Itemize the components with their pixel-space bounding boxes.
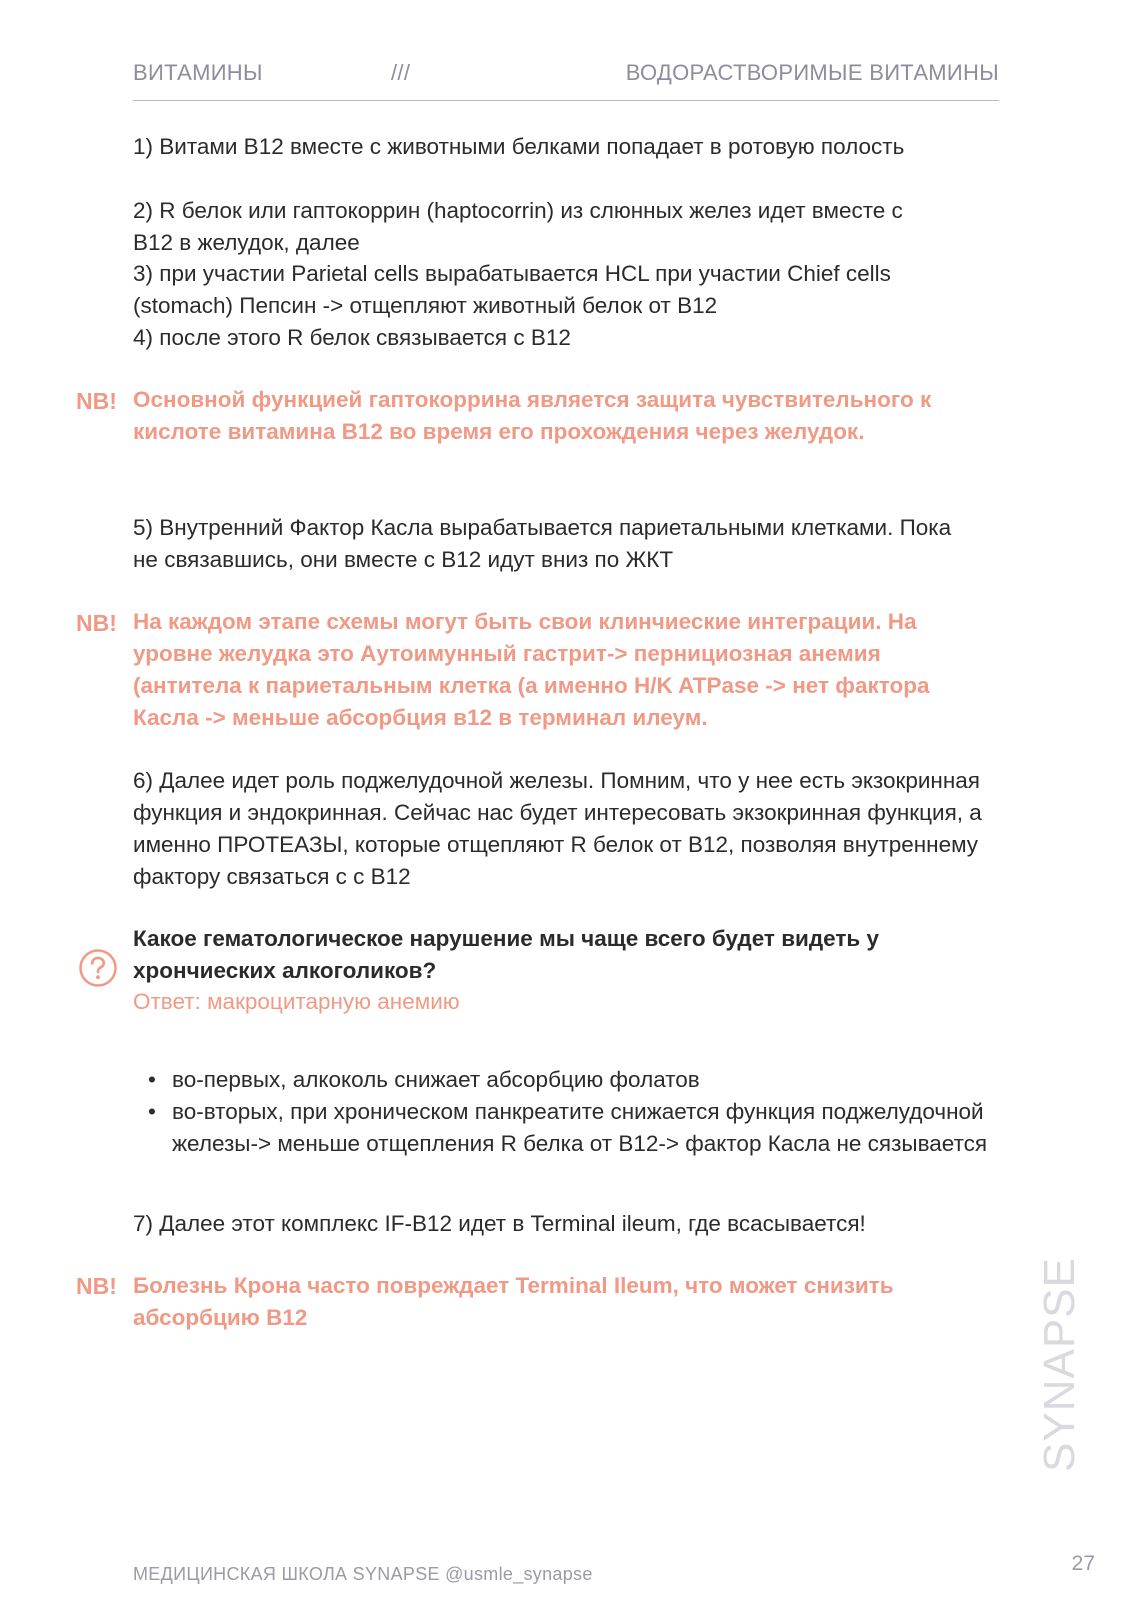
footer-text: МЕДИЦИНСКАЯ ШКОЛА SYNAPSE @usmle_synapse bbox=[133, 1564, 593, 1584]
svg-text:SYNAPSE: SYNAPSE bbox=[1035, 1257, 1084, 1472]
page-header bbox=[133, 58, 999, 101]
header-separator: /// bbox=[391, 60, 411, 85]
synapse-logo bbox=[1035, 1244, 1084, 1474]
nb-label-2: NB! bbox=[76, 610, 117, 636]
step-3: 3) при участии Parietal cells вырабатывается HCL при участии Chief cells (stomach) Пепсин -> отщепляют животный белок от В12 bbox=[133, 261, 891, 318]
page-number: 27 bbox=[1071, 1552, 1095, 1575]
question-circle-icon bbox=[78, 948, 118, 988]
answer-text: Ответ: макроцитарную анемию bbox=[133, 989, 460, 1014]
step-4: 4) после этого R белок связывается с В12 bbox=[133, 325, 571, 350]
step-2: 2) R белок или гаптокоррин (haptocorrin) из слюнных желез идет вместе с В12 в желудок, далее bbox=[133, 198, 903, 255]
nb-text-3: Болезнь Крона часто повреждает Terminal Ileum, что может снизить абсорбцию В12 bbox=[133, 1273, 894, 1330]
nb-text-1: Основной функцией гаптокоррина является защита чувствительного к кислоте витамина В12 во время его прохождения через желудок. bbox=[133, 387, 932, 444]
bullet-list bbox=[148, 1064, 1008, 1160]
nb-text-2: На каждом этапе схемы могут быть свои клинчиеские интеграции. На уровне желудка это Аутоимунный гастрит-> пернициозная анемия (антитела к париетальным клетка (а именно H/K ATPase -> нет фактора Касла -> меньше абсорбция в12 в терминал илеум. bbox=[133, 609, 930, 730]
list-item: • во-вторых, при хроническом панкреатите снижается функция поджелудочной железы-> меньше отщепления R белка от В12-> фактор Касла не сязывается bbox=[148, 1096, 1008, 1160]
step-6: 6) Далее идет роль поджелудочной железы. Помним, что у нее есть экзокринная функция и эндокринная. Сейчас нас будет интересовать экзокринная функция, а именно ПРОТЕАЗЫ, которые отщепляют R белок от В12, позволяя внутреннему фактору связаться с с В12 bbox=[133, 768, 982, 889]
step-5: 5) Внутренний Фактор Касла вырабатывается париетальными клетками. Пока не связавшись, они вместе с В12 идут вниз по ЖКТ bbox=[133, 515, 952, 572]
question-text: Какое гематологическое нарушение мы чаще всего будет видеть у хрончиеских алкоголиков? bbox=[133, 926, 879, 983]
nb-label-1: NB! bbox=[76, 388, 117, 414]
step-7: 7) Далее этот комплекс IF-B12 идет в Terminal ileum, где всасывается! bbox=[133, 1211, 866, 1236]
header-section: ВОДОРАСТВОРИМЫЕ ВИТАМИНЫ bbox=[625, 60, 999, 85]
list-item: • во-первых, алкоколь снижает абсорбцию фолатов bbox=[148, 1064, 1008, 1096]
nb-label-3: NB! bbox=[76, 1273, 117, 1299]
header-chapter: ВИТАМИНЫ bbox=[133, 60, 263, 85]
step-1: 1) Витами В12 вместе с животными белками попадает в ротовую полость bbox=[133, 134, 905, 159]
